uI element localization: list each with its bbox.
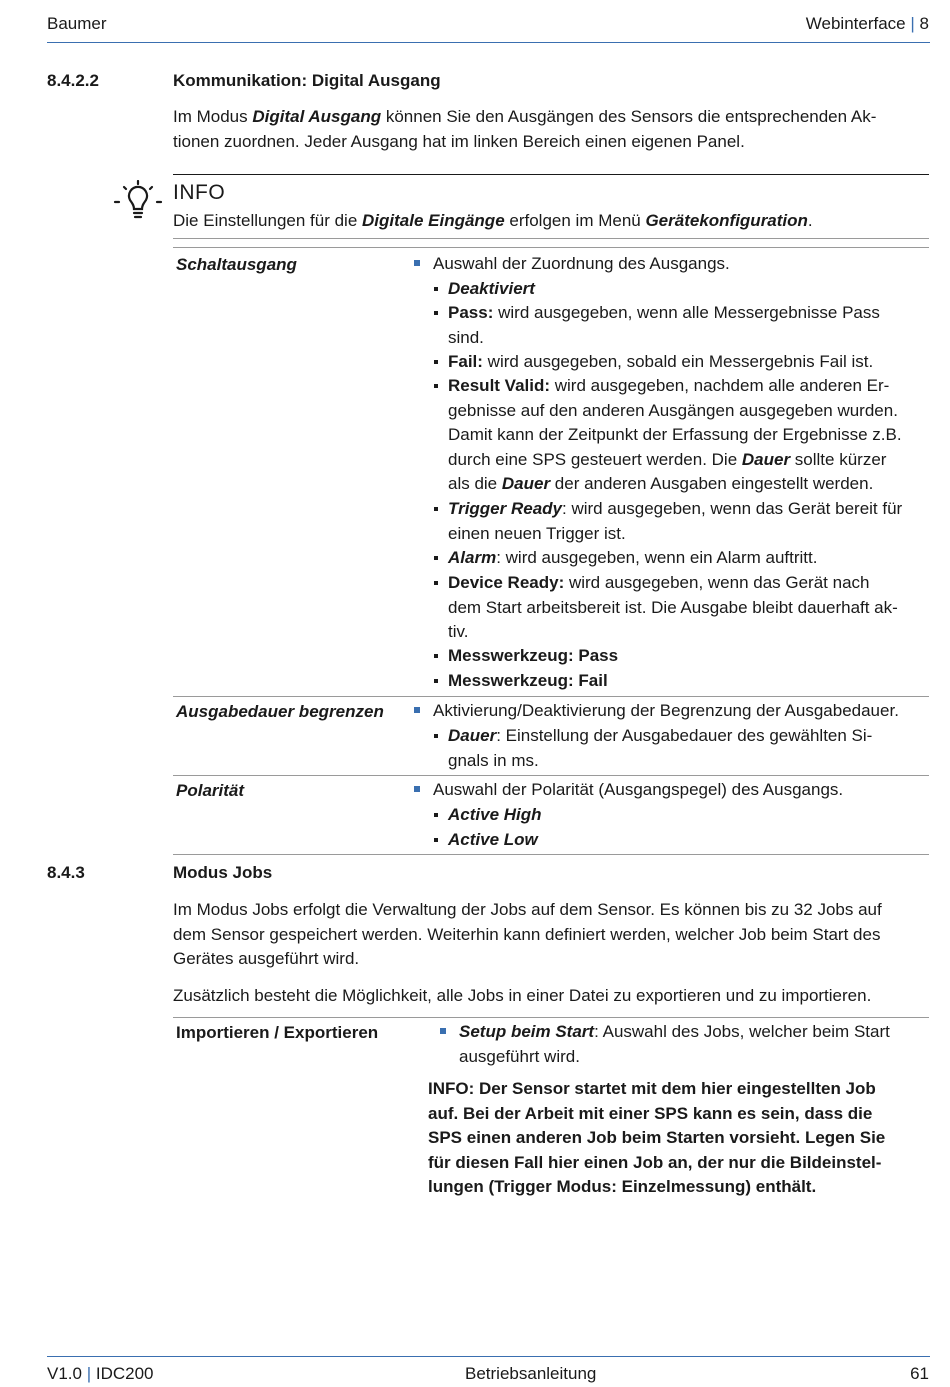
result-valid-l3: Damit kann der Zeitpunkt der Erfassung der Ergebnisse z.B. [448,425,902,444]
note-l4: für diesen Fall hier einen Job an, der nur die Bildeinstel- [428,1152,882,1172]
info-bottom-rule [173,238,929,239]
active-high-text: Active High [448,805,542,824]
jobs-p1-l3: Gerätes ausgeführt wird. [173,949,360,968]
setup-l1: : Auswahl des Jobs, welcher beim Start [594,1022,890,1041]
section-title: Kommunikation: Digital Ausgang [173,71,441,90]
device-ready-l1: wird ausgegeben, wenn das Gerät nach [564,573,870,592]
intro-text-c: können Sie den Ausgängen des Sensors die entsprechenden Ak- [381,107,877,126]
active-low-text: Active Low [448,830,538,849]
note-l1: INFO: Der Sensor startet mit dem hier eingestellten Job [428,1079,876,1098]
pass-label: Pass: [448,303,494,322]
result-valid-dauer-2: Dauer [501,474,551,493]
schaltausgang-main-text: Auswahl der Zuordnung des Ausgangs. [433,254,730,273]
pass-text-l1: wird ausgegeben, wenn alle Messergebnisse Pass [493,303,880,322]
term-polaritaet: Polarität [176,781,245,800]
header-chapter-title: Webinterface [805,14,906,33]
polaritaet-main-text: Auswahl der Polarität (Ausgangspegel) des Ausgangs. [433,780,844,799]
lightbulb-icon [113,180,163,230]
table1-row-divider [173,775,929,776]
dauer-l1: : Einstellung der Ausgabedauer des gewählten Si- [496,726,873,745]
header-separator: | [910,14,915,33]
device-ready-l2: dem Start arbeitsbereit ist. Die Ausgabe bleibt dauerhaft ak- [448,597,898,617]
trigger-ready-l2: einen neuen Trigger ist. [448,523,626,543]
header-brand: Baumer [47,14,107,33]
list-item-trigger-ready [432,497,929,546]
term-ausgabedauer: Ausgabedauer begrenzen [176,702,384,721]
sensor-info-note [428,1077,913,1200]
info-menu-name: Gerätekonfiguration [645,211,808,230]
intro-text-line2: tionen zuordnen. Jeder Ausgang hat im linken Bereich einen eigenen Panel. [173,131,745,151]
table1-row-divider [173,696,929,697]
ausgabedauer-main-text: Aktivierung/Deaktivierung der Begrenzung der Ausgabedauer. [433,701,899,720]
info-digital-inputs: Digitale Eingänge [362,211,505,230]
trigger-ready-label: Trigger Ready [448,499,563,518]
messwerkzeug-pass-text: Messwerkzeug: Pass [448,646,619,665]
header-rule [47,42,930,43]
list-item-device-ready [432,571,929,645]
footer-version [47,1364,154,1384]
device-ready-label: Device Ready: [448,573,565,592]
note-l5: lungen (Trigger Modus: Einzelmessung) enthält. [428,1177,817,1196]
footer-doc-title: Betriebsanleitung [465,1364,597,1383]
table1-bottom-rule [173,854,929,855]
header-chapter-number: 8 [919,14,929,33]
list-item-messwerkzeug-pass [432,644,929,669]
intro-text-a: Im Modus [173,107,253,126]
result-valid-dauer-1: Dauer [741,449,791,469]
setup-l2: ausgeführt wird. [459,1046,580,1066]
pass-text-l2: sind. [448,327,484,347]
table2-top-rule [173,1017,929,1018]
section-number: 8.4.3 [47,863,85,882]
result-valid-l5a: als die [448,474,502,493]
messwerkzeug-fail-text: Messwerkzeug: Fail [448,671,608,690]
list-item-pass [432,301,929,350]
jobs-p1-l1: Im Modus Jobs erfolgt die Verwaltung der Jobs auf dem Sensor. Es können bis zu 32 Jobs auf [173,900,882,919]
section-title: Modus Jobs [173,863,273,882]
section-number: 8.4.2.2 [47,71,99,90]
fail-text: wird ausgegeben, sobald ein Messergebnis Fail ist. [482,352,874,371]
result-valid-label: Result Valid: [448,376,551,395]
list-item-alarm [432,546,929,571]
list-item-result-valid [432,374,929,497]
note-l2: auf. Bei der Arbeit mit einer SPS kann es sein, dass die [428,1103,873,1123]
dauer-l2: gnals in ms. [448,750,539,770]
intro-mode-name: Digital Ausgang [252,107,382,126]
footer-product: IDC200 [95,1364,154,1383]
term-import-export: Importieren / Exportieren [176,1023,379,1042]
setup-label: Setup beim Start [459,1022,595,1041]
footer-version-number: V1.0 [47,1364,82,1383]
section-intro-paragraph [173,105,918,154]
result-valid-l2: gebnisse auf den anderen Ausgängen ausgegeben wurden. [448,400,898,420]
info-title: INFO [173,181,226,204]
list-item-setup-beim-start [440,1020,920,1069]
header-chapter [806,14,929,34]
list-item-active-low [432,828,929,853]
trigger-ready-l1: : wird ausgegeben, wenn das Gerät bereit für [562,499,903,518]
list-item-messwerkzeug-fail [432,669,929,694]
polaritaet-main [414,778,929,803]
modus-jobs-paragraph [173,898,923,972]
info-text-c: erfolgen im Menü [504,211,646,230]
alarm-text: : wird ausgegeben, wenn ein Alarm auftritt. [496,548,818,567]
result-valid-l1: wird ausgegeben, nachdem alle anderen Er- [550,376,890,395]
info-top-rule [173,174,929,175]
schaltausgang-main [414,252,929,277]
deaktiviert-text: Deaktiviert [448,279,535,298]
result-valid-l5c: der anderen Ausgaben eingestellt werden. [550,474,874,493]
fail-label: Fail: [448,352,483,371]
ausgabedauer-main [414,699,929,724]
info-text-a: Die Einstellungen für die [173,211,363,230]
alarm-label: Alarm [448,548,497,567]
result-valid-l4c: sollte kürzer [790,449,887,469]
footer-rule [47,1356,930,1357]
table1-top-rule [173,247,929,248]
list-item-active-high [432,803,929,828]
jobs-p1-l2: dem Sensor gespeichert werden. Weiterhin kann definiert werden, welcher Job beim Start des [173,924,881,944]
device-ready-l3: tiv. [448,622,469,641]
list-item-deaktiviert [432,277,929,302]
term-schaltausgang: Schaltausgang [176,255,297,274]
info-text [173,211,813,231]
info-text-e: . [807,211,813,230]
dauer-label: Dauer [448,726,497,745]
footer-page-number: 61 [910,1364,929,1383]
result-valid-l4a: durch eine SPS gesteuert werden. Die [448,449,742,469]
footer-separator: | [86,1364,92,1383]
note-l3: SPS einen anderen Job beim Starten vorsieht. Legen Sie [428,1128,886,1147]
list-item-fail [432,350,929,375]
list-item-dauer [432,724,929,773]
modus-jobs-paragraph-2: Zusätzlich besteht die Möglichkeit, alle Jobs in einer Datei zu exportieren und zu importieren. [173,986,872,1005]
